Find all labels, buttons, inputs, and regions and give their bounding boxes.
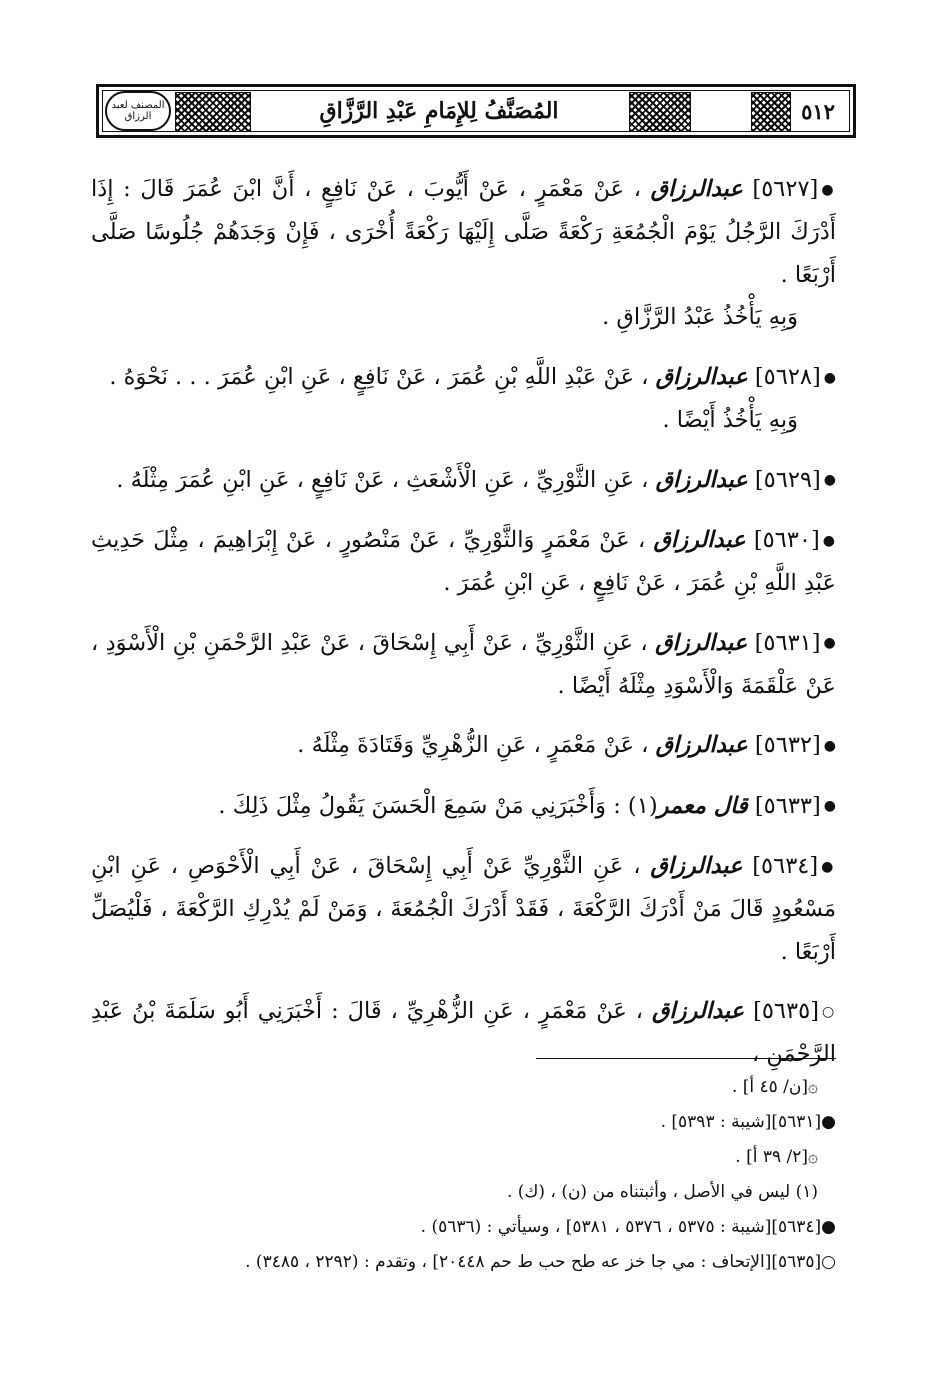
hadith-number: [٥٦٣٣]: [754, 792, 821, 819]
entry-bullet: ●: [823, 472, 836, 489]
hadith-list: [91, 168, 836, 1093]
hadith-number: [٥٦٣٠]: [753, 526, 820, 553]
hadith-entry: [91, 724, 836, 767]
narrator: عبدالرزاق: [653, 526, 746, 553]
footnote-separator: [536, 1058, 836, 1059]
hadith-text: ، عَنِ الثَّوْرِيِّ عَنْ أَبِي إِسْحَاقَ ، عَنْ أَبِي الْأَحْوَصِ ، عَنِ ابْنِ مَسْعُودٍ قَالَ مَنْ أَدْرَكَ الرَّكْعَةَ ، فَقَدْ أَدْرَكَ الْجُمُعَةَ ، وَمَنْ لَمْ يُدْرِكِ الرَّكْعَةَ ، فَلْيُصَلِّ أَرْبَعًا .: [91, 852, 836, 965]
hadith-number: [٥٦٣١]: [754, 629, 821, 656]
entry-bullet: ●: [821, 858, 837, 875]
hadith-entry: [91, 519, 836, 605]
footnote: ●[٥٦٣١][شيبة : ٥٣٩٣] .: [660, 1112, 836, 1132]
hadith-text: ، عَنْ مَعْمَرٍ ، عَنِ الزُّهْرِيِّ ، قَالَ : أَخْبَرَنِي أَبُو سَلَمَةَ بْنُ عَبْدِ الرَّحْمَنِ ،: [91, 998, 836, 1068]
hadith-number: [٥٦٣٢]: [754, 732, 821, 759]
hadith-text: ، عَنْ مَعْمَرٍ ، عَنِ الزُّهْرِيِّ وَقَتَادَةَ مِثْلَهُ .: [297, 732, 649, 759]
narrator: عبدالرزاق: [655, 629, 748, 656]
hadith-text: ، عَنْ عَبْدِ اللَّهِ بْنِ عُمَرَ ، عَنْ نَافِعٍ ، عَنِ ابْنِ عُمَرَ . . . نَحْوَهُ .: [109, 363, 649, 390]
narrator: عبدالرزاق: [655, 732, 748, 759]
narrator: عبدالرزاق: [655, 363, 748, 390]
hadith-note: وَبِهِ يَأْخُذُ عَبْدُ الرَّزَّاقِ .: [602, 304, 798, 331]
ornament-right: [751, 92, 791, 132]
ornament-middle: [629, 92, 691, 132]
hadith-number: [٥٦٣٤]: [752, 852, 819, 879]
page-number: ٥١٢: [793, 92, 843, 130]
entry-bullet: ●: [823, 369, 836, 386]
ornament-left: [175, 92, 251, 132]
entry-bullet: ●: [822, 532, 837, 549]
hadith-note: وَبِهِ يَأْخُذُ أَيْضًا .: [662, 407, 798, 433]
footnote: ۞[ن/ ٤٥ أ] .: [731, 1077, 818, 1097]
hadith-text: (١) : وَأَخْبَرَنِي مَنْ سَمِعَ الْحَسَنَ يَقُولُ مِثْلَ ذَلِكَ .: [218, 792, 658, 819]
hadith-entry: [91, 990, 836, 1076]
hadith-entry: [91, 785, 836, 828]
hadith-entry: [91, 845, 836, 973]
narrator: عبدالرزاق: [655, 466, 748, 493]
hadith-entry: [91, 168, 836, 339]
entry-bullet: ●: [821, 181, 837, 198]
hadith-text: ، عَنْ مَعْمَرٍ وَالثَّوْرِيِّ ، عَنْ مَنْصُورٍ ، عَنْ إِبْرَاهِيمَ ، مِثْلَ حَدِيثِ عَبْدِ اللَّهِ بْنِ عُمَرَ ، عَنْ نَافِعٍ ، عَنِ ابْنِ عُمَرَ .: [91, 526, 836, 596]
entry-bullet: ●: [823, 798, 836, 815]
entry-bullet: ●: [823, 635, 836, 652]
entry-bullet: ○: [821, 1003, 836, 1020]
book-emblem: المصنف لعبد الرزاق: [105, 91, 171, 131]
book-title: المُصَنَّفُ لِلإِمَامِ عَبْدِ الرَّزَّاقِ: [254, 92, 624, 130]
hadith-number: [٥٦٢٧]: [752, 176, 819, 202]
hadith-number: [٥٦٢٩]: [754, 466, 821, 493]
narrator: قال معمر: [657, 792, 748, 819]
hadith-number: [٥٦٢٨]: [754, 363, 821, 390]
hadith-entry: [91, 356, 836, 442]
footnote: ●[٥٦٣٤][شيبة : ٥٣٧٥ ، ٥٣٧٦ ، ٥٣٨١] ، وسيأتي : (٥٦٣٦) .: [420, 1217, 836, 1237]
hadith-text: ، عَنِ الثَّوْرِيِّ ، عَنِ الْأَشْعَثِ ، عَنْ نَافِعٍ ، عَنِ ابْنِ عُمَرَ مِثْلَهُ .: [116, 466, 649, 493]
hadith-entry: [91, 459, 836, 502]
narrator: عبدالرزاق: [650, 176, 743, 202]
narrator: عبدالرزاق: [650, 852, 743, 879]
hadith-text: ، عَنِ الثَّوْرِيِّ ، عَنْ أَبِي إِسْحَاقَ ، عَنْ عَبْدِ الرَّحْمَنِ بْنِ الْأَسْوَدِ ، عَنْ عَلْقَمَةَ وَالْأَسْوَدِ مِثْلَهُ أَيْضًا .: [91, 629, 836, 699]
footnote: (١) ليس في الأصل ، وأثبتناه من (ن) ، (ك) .: [506, 1182, 818, 1202]
narrator: عبدالرزاق: [651, 998, 745, 1024]
footnotes: [91, 1070, 836, 1280]
footnote: ○[٥٦٣٥][الإتحاف : مي جا خز عه طح حب ط حم ٢٠٤٤٨] ، وتقدم : (٢٢٩٢ ، ٣٤٨٥) .: [245, 1252, 836, 1272]
hadith-entry: [91, 622, 836, 708]
page-header: [96, 84, 856, 138]
footnote: ۞[٢/ ٣٩ أ] .: [735, 1147, 818, 1167]
entry-bullet: ●: [823, 738, 836, 754]
hadith-number: [٥٦٣٥]: [753, 998, 819, 1024]
hadith-text: ، عَنْ مَعْمَرٍ ، عَنْ أَيُّوبَ ، عَنْ نَافِعٍ ، أَنَّ ابْنَ عُمَرَ قَالَ : إِذَا أَدْرَكَ الرَّجُلُ يَوْمَ الْجُمُعَةِ رَكْعَةً صَلَّى إِلَيْهَا رَكْعَةً أُخْرَى ، فَإِنْ وَجَدَهُمْ جُلُوسًا صَلَّى أَرْبَعًا .: [91, 176, 836, 288]
